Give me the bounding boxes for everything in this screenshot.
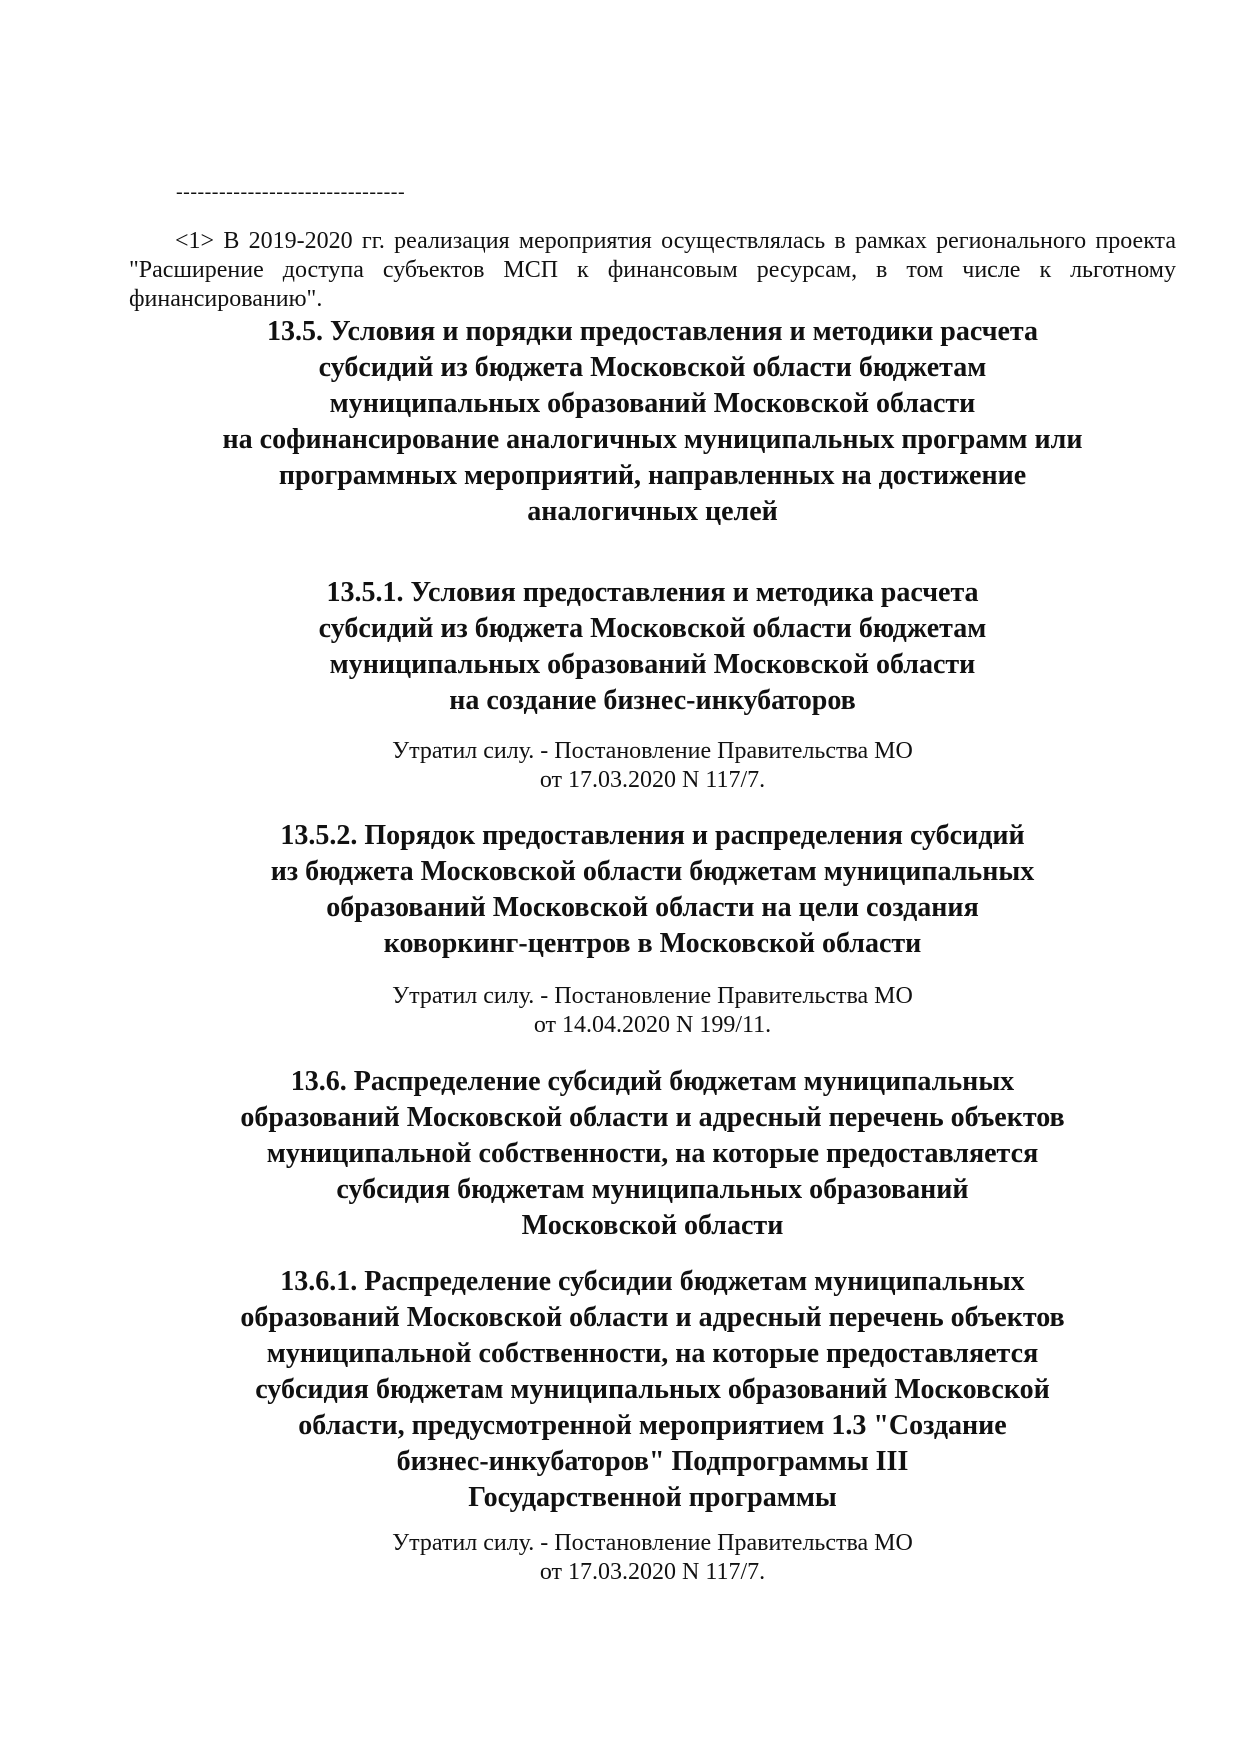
section-13-5-2 [129, 818, 1176, 962]
section-13-5-1-heading: 13.5.1. Условия предоставления и методика расчета субсидий из бюджета Московской области бюджетам муниципальных образований Московской области на создание бизнес-инкубаторов [318, 577, 987, 716]
footnote-separator: -------------------------------- [176, 181, 406, 203]
footnote-text: <1> В 2019-2020 гг. реализация мероприятия осуществлялась в рамках регионального проекта "Расширение доступа субъектов МСП к финансовым ресурсам, в том числе к льготному финансированию". [129, 228, 1176, 312]
section-13-5-2-repeal-note: Утратил силу. - Постановление Правительства МО от 14.04.2020 N 199/11. [392, 983, 913, 1038]
section-13-6-1-repeal-note: Утратил силу. - Постановление Правительства МО от 17.03.2020 N 117/7. [392, 1530, 913, 1585]
section-13-5-1 [129, 575, 1176, 719]
section-13-5 [129, 314, 1176, 530]
section-13-5-heading: 13.5. Условия и порядки предоставления и методики расчета субсидий из бюджета Московской области бюджетам муниципальных образований Московской области на софинансирование аналогичных муниципальных программ или программных мероприятий, направленных на достижение аналогичных целей [222, 316, 1083, 527]
section-13-6-1 [129, 1264, 1176, 1516]
section-13-5-2-heading: 13.5.2. Порядок предоставления и распределения субсидий из бюджета Московской области бюджетам муниципальных образований Московской области на цели создания коворкинг-центров в Московской области [270, 820, 1035, 959]
section-13-5-1-repeal-note: Утратил силу. - Постановление Правительства МО от 17.03.2020 N 117/7. [392, 738, 913, 793]
section-13-6 [129, 1064, 1176, 1244]
section-13-6-heading: 13.6. Распределение субсидий бюджетам муниципальных образований Московской области и адресный перечень объектов муниципальной собственности, на которые предоставляется субсидия бюджетам муниципальных образований Московской области [240, 1066, 1065, 1241]
section-13-6-1-heading: 13.6.1. Распределение субсидии бюджетам муниципальных образований Московской области и адресный перечень объектов муниципальной собственности, на которые предоставляется субсидия бюджетам муниципальных образований Московской области, предусмотренной мероприятием 1.3 "Создание бизнес-инкубаторов" Подпрограммы III Государственной программы [240, 1266, 1065, 1513]
